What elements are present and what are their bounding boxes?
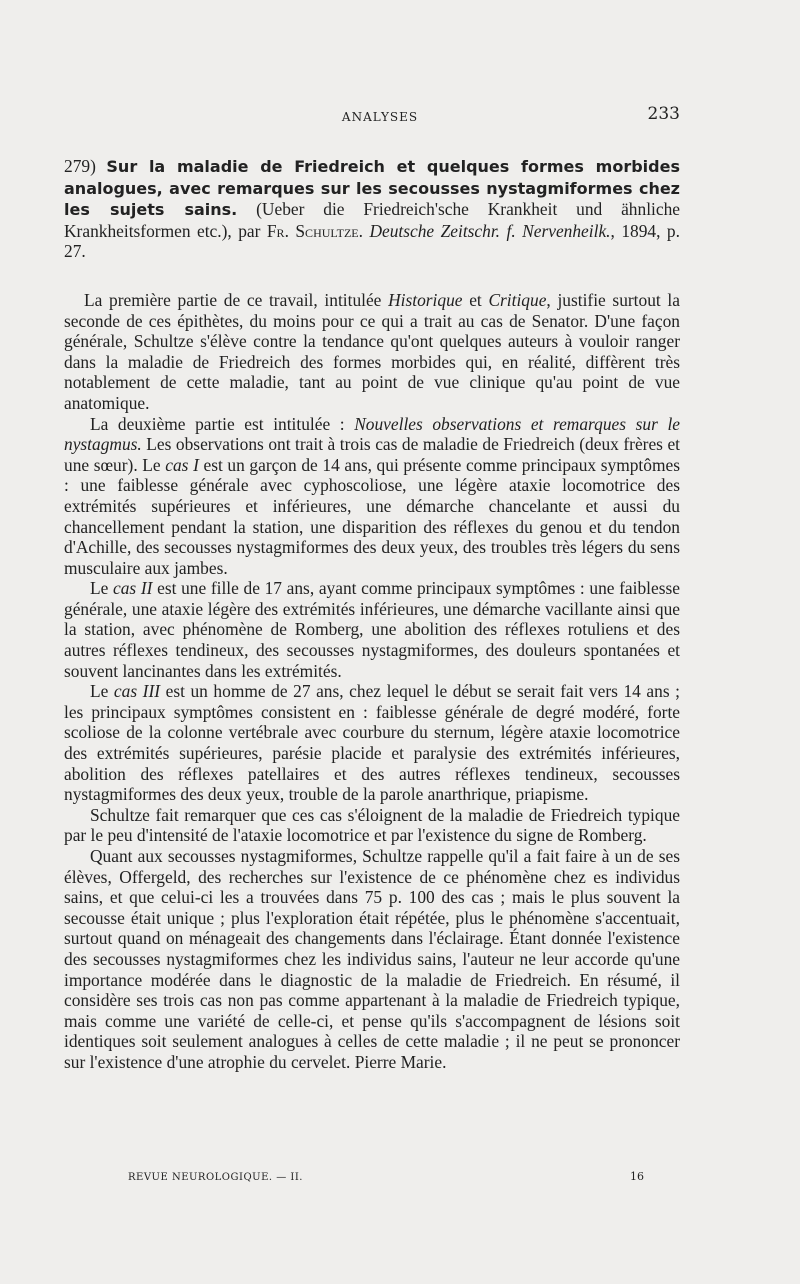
author-name: Schultze. <box>295 220 363 241</box>
article-title: Sur la maladie de Friedreich et quelques formes morbides analogues, avec remarques sur les secousses nystagmiformes chez les sujets sains. <box>64 157 680 220</box>
critique-term: Critique <box>488 289 547 310</box>
running-header: ANALYSES <box>341 110 419 124</box>
case-1-label: cas I <box>165 454 199 475</box>
case-3-label: cas III <box>113 681 161 702</box>
sheet-number: 16 <box>630 1170 644 1183</box>
paragraph-1-text: La première partie de ce travail, intitulée <box>84 289 382 310</box>
german-reference: (Ueber die Friedreich'sche Krankheit und ähnliche Krankheitsformen etc.), par <box>64 199 680 241</box>
article-body <box>64 156 680 1073</box>
paragraph-3 <box>64 578 680 681</box>
section-title-italic: Nouvelles observations et remarques sur le nystagmus. <box>64 413 680 455</box>
paragraph-6-text: Quant aux secousses nystagmiformes, Schultze rappelle qu'il a fait faire à un de ses élèves, Offergeld, des recherches sur l'existence de ce phénomène chez es individus sains, et que celui-ci les a trouvées dans 75 p. 100 des cas ; mais le plus souvent la secousse était unique ; plus l'exploration était répétée, plus le phénomène s'accentuait, surtout quand on ménageait des changements dans l'éclairage. Étant donnée l'existence des secousses nystagmiformes chez les individus sains, l'auteur ne leur accorde qu'une importance modérée dans le diagnostic de la maladie de Friedreich. En résumé, il considère ses trois cas non pas comme appartenant à la maladie de Friedreich typique, mais comme une variété de celle-ci, et pense qu'ils s'accompagnent de lésions soit identiques soit seulement analogues à celles de cette maladie ; il ne peut se prononcer sur l'existence d'une atrophie du cervelet. <box>64 846 680 1072</box>
paragraph-3-intro: Le <box>90 578 109 599</box>
case-3-description: est un homme de 27 ans, chez lequel le début se serait fait vers 14 ans ; les principaux symptômes consistent en : faiblesse générale de degré modéré, forte scoliose de la colonne vertébrale avec courbure du sternum, légère ataxie locomotrice des extrémités supérieures, parésie placide et paralysie des extrémités inférieures, abolition des réflexes patellaires et des autres réflexes tendineux, secousses nystagmiformes des deux yeux, trouble de la parole anarthrique, priapisme. <box>64 681 680 805</box>
paragraph-5: Schultze fait remarquer que ces cas s'éloignent de la maladie de Friedreich typique par le peu d'intensité de l'ataxie locomotrice et par l'existence du signe de Romberg. <box>64 804 680 846</box>
author-initial: Fr. <box>266 220 289 241</box>
paragraph-2-text: Les observations ont trait à trois cas de maladie de Friedreich (deux frères et une sœur). Le <box>64 434 680 475</box>
article-number: 279) <box>64 156 96 176</box>
paragraph-2 <box>64 414 680 579</box>
paragraph-1-rest: , justifie surtout la seconde de ces épithètes, du moins pour ce qui a trait au cas de Senator. D'une façon générale, Schultze s'élève contre la tendance qu'ont quelques auteurs à vouloir ranger dans la maladie de Friedreich des formes morbides qui, en réalité, diffèrent très notablement de cette maladie, tant au point de vue clinique qu'au point de vue anatomique. <box>64 289 680 413</box>
footer-journal: REVUE NEUROLOGIQUE. — II. <box>128 1172 303 1183</box>
paragraph-4 <box>64 681 680 805</box>
year-page: , 1894, p. 27. <box>64 220 680 262</box>
case-2-description: est une fille de 17 ans, ayant comme principaux symptômes : une faiblesse générale, une ataxie légère des extrémités inférieures, une démarche vacillante ainsi que la station, avec phénomène de Romberg, une abolition des réflexes rotuliens et des autres réflexes tendineux, des secousses nystagmiformes, des douleurs spontanées et souvent lancinantes dans les extrémités. <box>64 578 680 681</box>
historique-term: Historique <box>388 289 463 310</box>
case-2-label: cas II <box>113 578 153 599</box>
article-heading <box>64 156 680 262</box>
signature: Pierre Marie. <box>354 1051 447 1072</box>
paragraph-6 <box>64 846 680 1073</box>
case-1-description: est un garçon de 14 ans, qui présente comme principaux symptômes : une faiblesse générale avec cyphoscoliose, une légère ataxie locomotrice des extrémités supérieures et inférieures, une démarche chancelante et aussi du chancellement pendant la station, une disparition des réflexes du genou et du tendon d'Achille, des secousses nystagmiformes des deux yeux, des troubles très légers du sens musculaire aux jambes. <box>64 454 680 578</box>
paragraph-2-intro: La deuxième partie est intitulée : <box>90 413 345 434</box>
page-number: 233 <box>647 104 680 124</box>
journal-name: Deutsche Zeitschr. f. Nervenheilk. <box>369 220 611 241</box>
paragraph-1 <box>64 290 680 414</box>
conjunction: et <box>469 289 482 310</box>
paragraph-4-intro: Le <box>90 681 109 702</box>
